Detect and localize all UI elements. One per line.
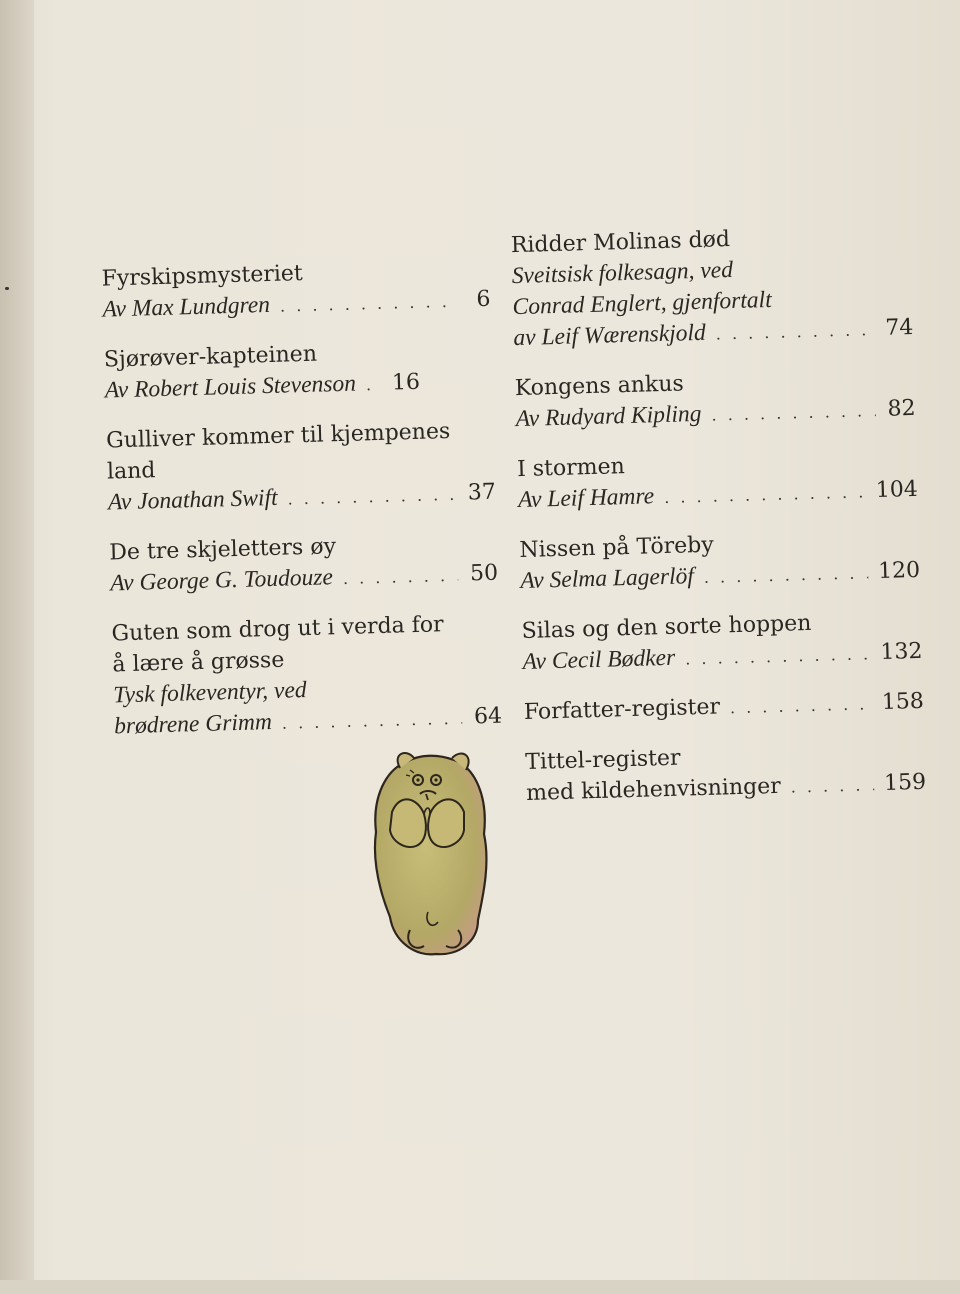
leader-dots	[287, 479, 456, 515]
entry-page-number: 159	[883, 769, 927, 796]
entry-page-number: 132	[880, 638, 923, 665]
entry-title: å lære å grøsse	[112, 647, 285, 678]
entry-title: Fyrskipsmysteriet	[101, 260, 304, 292]
entry-title: Silas og den sorte hoppen	[521, 610, 812, 644]
toc-right-column	[510, 219, 927, 828]
leader-dots	[703, 557, 868, 593]
entry-title: Gulliver kommer til kjempenes	[105, 418, 451, 454]
toc-entry	[103, 334, 493, 408]
leader-dots	[711, 395, 876, 431]
toc-entry	[111, 608, 502, 744]
entry-page-number: 82	[887, 395, 916, 422]
entry-author: brødrene Grimm	[113, 709, 273, 740]
entry-author: Av Max Lundgren	[102, 291, 271, 323]
entry-title: land	[106, 458, 156, 485]
entry-author: Av Jonathan Swift	[107, 484, 278, 516]
entry-author: av Leif Wærenskjold	[513, 319, 707, 352]
entry-title: Guten som drog ut i verda for	[111, 612, 444, 647]
toc-entry	[524, 686, 925, 729]
entry-title: Sjørøver-kapteinen	[103, 341, 318, 373]
bear-illustration-icon	[366, 742, 496, 962]
entry-title: Nissen på Töreby	[519, 532, 715, 564]
toc-entry	[514, 362, 916, 436]
toc-entry	[510, 219, 913, 355]
toc-entry	[106, 415, 496, 520]
leader-dots	[685, 638, 871, 674]
toc-entry	[519, 524, 921, 598]
entry-author: Tysk folkeventyr, ved	[112, 677, 307, 709]
entry-page-number: 104	[875, 476, 919, 504]
entry-title: Forfatter-register	[523, 694, 721, 725]
entry-title: med kildehenvisninger	[525, 773, 782, 806]
entry-page-number: 74	[884, 314, 914, 341]
entry-page-number: 64	[473, 703, 503, 730]
entry-author: Av Robert Louis Stevenson	[104, 370, 357, 404]
leader-dots	[366, 369, 381, 400]
entry-author: Av Rudyard Kipling	[515, 400, 702, 433]
toc-entry	[109, 527, 499, 601]
leader-dots	[664, 476, 867, 513]
leader-dots	[790, 769, 874, 802]
entry-title-row	[524, 686, 925, 729]
leader-dots	[281, 703, 462, 739]
toc-entry	[101, 253, 491, 327]
entry-page-number: 120	[877, 557, 921, 585]
entry-author: Sveitsisk folkesagn, ved	[511, 256, 734, 290]
toc-entry	[517, 443, 919, 517]
entry-title: I stormen	[516, 454, 626, 483]
toc-entry	[525, 736, 927, 810]
leader-dots	[280, 286, 451, 322]
entry-page-number: 16	[391, 369, 421, 396]
entry-page-number: 50	[469, 560, 499, 587]
entry-page-number: 37	[467, 479, 497, 506]
entry-author: Av Selma Lagerlöf	[519, 563, 695, 595]
leader-dots	[715, 314, 873, 349]
entry-author: Av Cecil Bødker	[522, 644, 676, 675]
toc-left-column	[101, 253, 503, 762]
entry-page-number: 158	[881, 688, 925, 715]
entry-page-number: 6	[476, 286, 491, 313]
entry-title: Kongens ankus	[514, 371, 685, 402]
entry-author: Av Leif Hamre	[517, 483, 655, 514]
entry-author: Av George G. Toudouze	[109, 564, 334, 597]
leader-dots	[343, 560, 459, 594]
entry-author: Conrad Englert, gjenfortalt	[512, 286, 773, 321]
entry-title: Tittel-register	[524, 745, 681, 775]
entry-title: De tre skjeletters øy	[108, 534, 337, 566]
entry-title: Ridder Molinas død	[510, 227, 731, 259]
toc-entry	[521, 605, 923, 679]
leader-dots	[730, 688, 873, 723]
